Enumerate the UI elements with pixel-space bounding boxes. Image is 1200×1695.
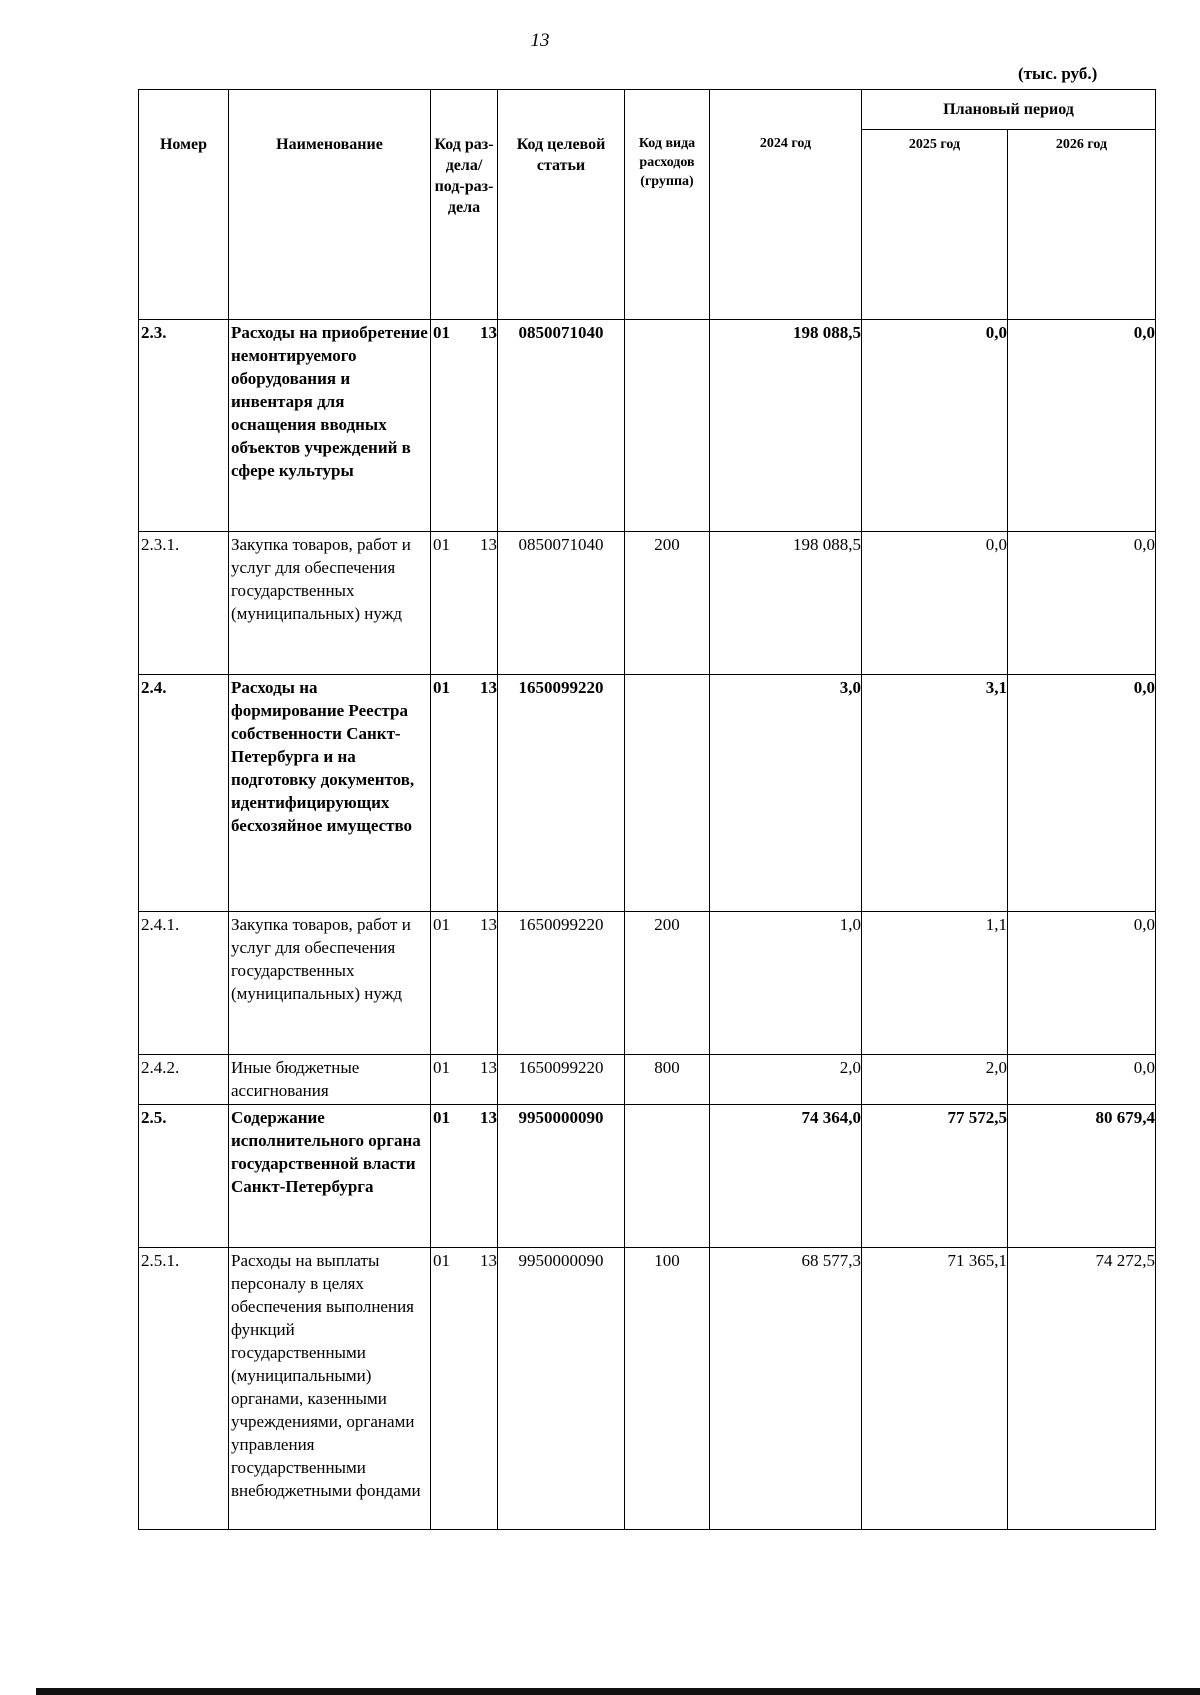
row-2026: 74 272,5 (1008, 1248, 1156, 1530)
row-subsection: 13 (480, 1108, 497, 1127)
row-target-code: 1650099220 (498, 675, 625, 912)
row-number: 2.4. (139, 675, 229, 912)
row-2026: 0,0 (1008, 1055, 1156, 1105)
budget-table (138, 89, 1156, 1530)
row-target-code: 0850071040 (498, 532, 625, 675)
row-section-code (431, 532, 498, 675)
table-row (139, 1105, 1156, 1248)
header-planned-period: Плановый период (862, 90, 1156, 130)
row-subsection: 13 (480, 535, 497, 554)
table-row (139, 1055, 1156, 1105)
header-section-code: Код раз-дела/ под-раз-дела (431, 90, 498, 320)
row-2025: 2,0 (862, 1055, 1008, 1105)
row-2026: 80 679,4 (1008, 1105, 1156, 1248)
row-section: 01 (433, 1108, 450, 1127)
row-2024: 198 088,5 (710, 532, 862, 675)
page-number: 13 (530, 30, 550, 51)
row-subsection: 13 (480, 1251, 497, 1270)
row-2024: 198 088,5 (710, 320, 862, 532)
header-expense-type: Код вида расходов (группа) (625, 90, 710, 320)
row-expense-type (625, 1105, 710, 1248)
row-name: Иные бюджетные ассигнования (229, 1055, 431, 1105)
row-expense-type: 200 (625, 532, 710, 675)
row-2024: 2,0 (710, 1055, 862, 1105)
row-section-code (431, 1055, 498, 1105)
row-number: 2.4.2. (139, 1055, 229, 1105)
row-subsection: 13 (480, 915, 497, 934)
row-subsection: 13 (480, 1058, 497, 1077)
table-row (139, 320, 1156, 532)
row-2026: 0,0 (1008, 320, 1156, 532)
scan-bottom-bar (36, 1688, 1200, 1695)
row-expense-type (625, 675, 710, 912)
row-2025: 77 572,5 (862, 1105, 1008, 1248)
row-target-code: 1650099220 (498, 1055, 625, 1105)
table-row (139, 532, 1156, 675)
header-number: Номер (139, 90, 229, 320)
row-2024: 1,0 (710, 912, 862, 1055)
row-number: 2.4.1. (139, 912, 229, 1055)
row-expense-type: 200 (625, 912, 710, 1055)
row-name: Содержание исполнительного органа государственной власти Санкт-Петербурга (229, 1105, 431, 1248)
row-2025: 3,1 (862, 675, 1008, 912)
row-section-code (431, 1248, 498, 1530)
header-year-2026: 2026 год (1008, 130, 1156, 320)
table-row (139, 912, 1156, 1055)
row-subsection: 13 (480, 323, 497, 342)
header-name: Наименование (229, 90, 431, 320)
table-row (139, 675, 1156, 912)
row-number: 2.3. (139, 320, 229, 532)
row-section: 01 (433, 915, 450, 934)
row-2026: 0,0 (1008, 532, 1156, 675)
row-name: Закупка товаров, работ и услуг для обеспечения государственных (муниципальных) нужд (229, 912, 431, 1055)
row-2024: 3,0 (710, 675, 862, 912)
row-2025: 0,0 (862, 320, 1008, 532)
row-2025: 0,0 (862, 532, 1008, 675)
row-section-code (431, 1105, 498, 1248)
row-expense-type: 100 (625, 1248, 710, 1530)
row-target-code: 9950000090 (498, 1105, 625, 1248)
row-2025: 71 365,1 (862, 1248, 1008, 1530)
row-section: 01 (433, 323, 450, 342)
row-name: Расходы на выплаты персоналу в целях обеспечения выполнения функций государственными (муниципальными) органами, казенными учреждениями, органами управления государственными внебюджетными фондами (229, 1248, 431, 1530)
row-name: Закупка товаров, работ и услуг для обеспечения государственных (муниципальных) нужд (229, 532, 431, 675)
row-section: 01 (433, 1058, 450, 1077)
row-2026: 0,0 (1008, 675, 1156, 912)
row-2024: 68 577,3 (710, 1248, 862, 1530)
header-year-2025: 2025 год (862, 130, 1008, 320)
row-target-code: 1650099220 (498, 912, 625, 1055)
units-label: (тыс. руб.) (1018, 64, 1098, 83)
row-number: 2.5.1. (139, 1248, 229, 1530)
row-target-code: 0850071040 (498, 320, 625, 532)
row-section-code (431, 320, 498, 532)
row-number: 2.5. (139, 1105, 229, 1248)
row-section: 01 (433, 1251, 450, 1270)
row-subsection: 13 (480, 678, 497, 697)
row-expense-type: 800 (625, 1055, 710, 1105)
header-row (139, 90, 1156, 130)
row-section: 01 (433, 535, 450, 554)
row-number: 2.3.1. (139, 532, 229, 675)
header-target-code: Код целевой статьи (498, 90, 625, 320)
row-section-code (431, 912, 498, 1055)
row-2025: 1,1 (862, 912, 1008, 1055)
row-target-code: 9950000090 (498, 1248, 625, 1530)
header-year-2024: 2024 год (710, 90, 862, 320)
row-name: Расходы на формирование Реестра собственности Санкт-Петербурга и на подготовку документов, идентифицирующих бесхозяйное имущество (229, 675, 431, 912)
row-section: 01 (433, 678, 450, 697)
table-row (139, 1248, 1156, 1530)
row-2026: 0,0 (1008, 912, 1156, 1055)
row-2024: 74 364,0 (710, 1105, 862, 1248)
row-section-code (431, 675, 498, 912)
row-name: Расходы на приобретение немонтируемого оборудования и инвентаря для оснащения вводных объектов учреждений в сфере культуры (229, 320, 431, 532)
row-expense-type (625, 320, 710, 532)
